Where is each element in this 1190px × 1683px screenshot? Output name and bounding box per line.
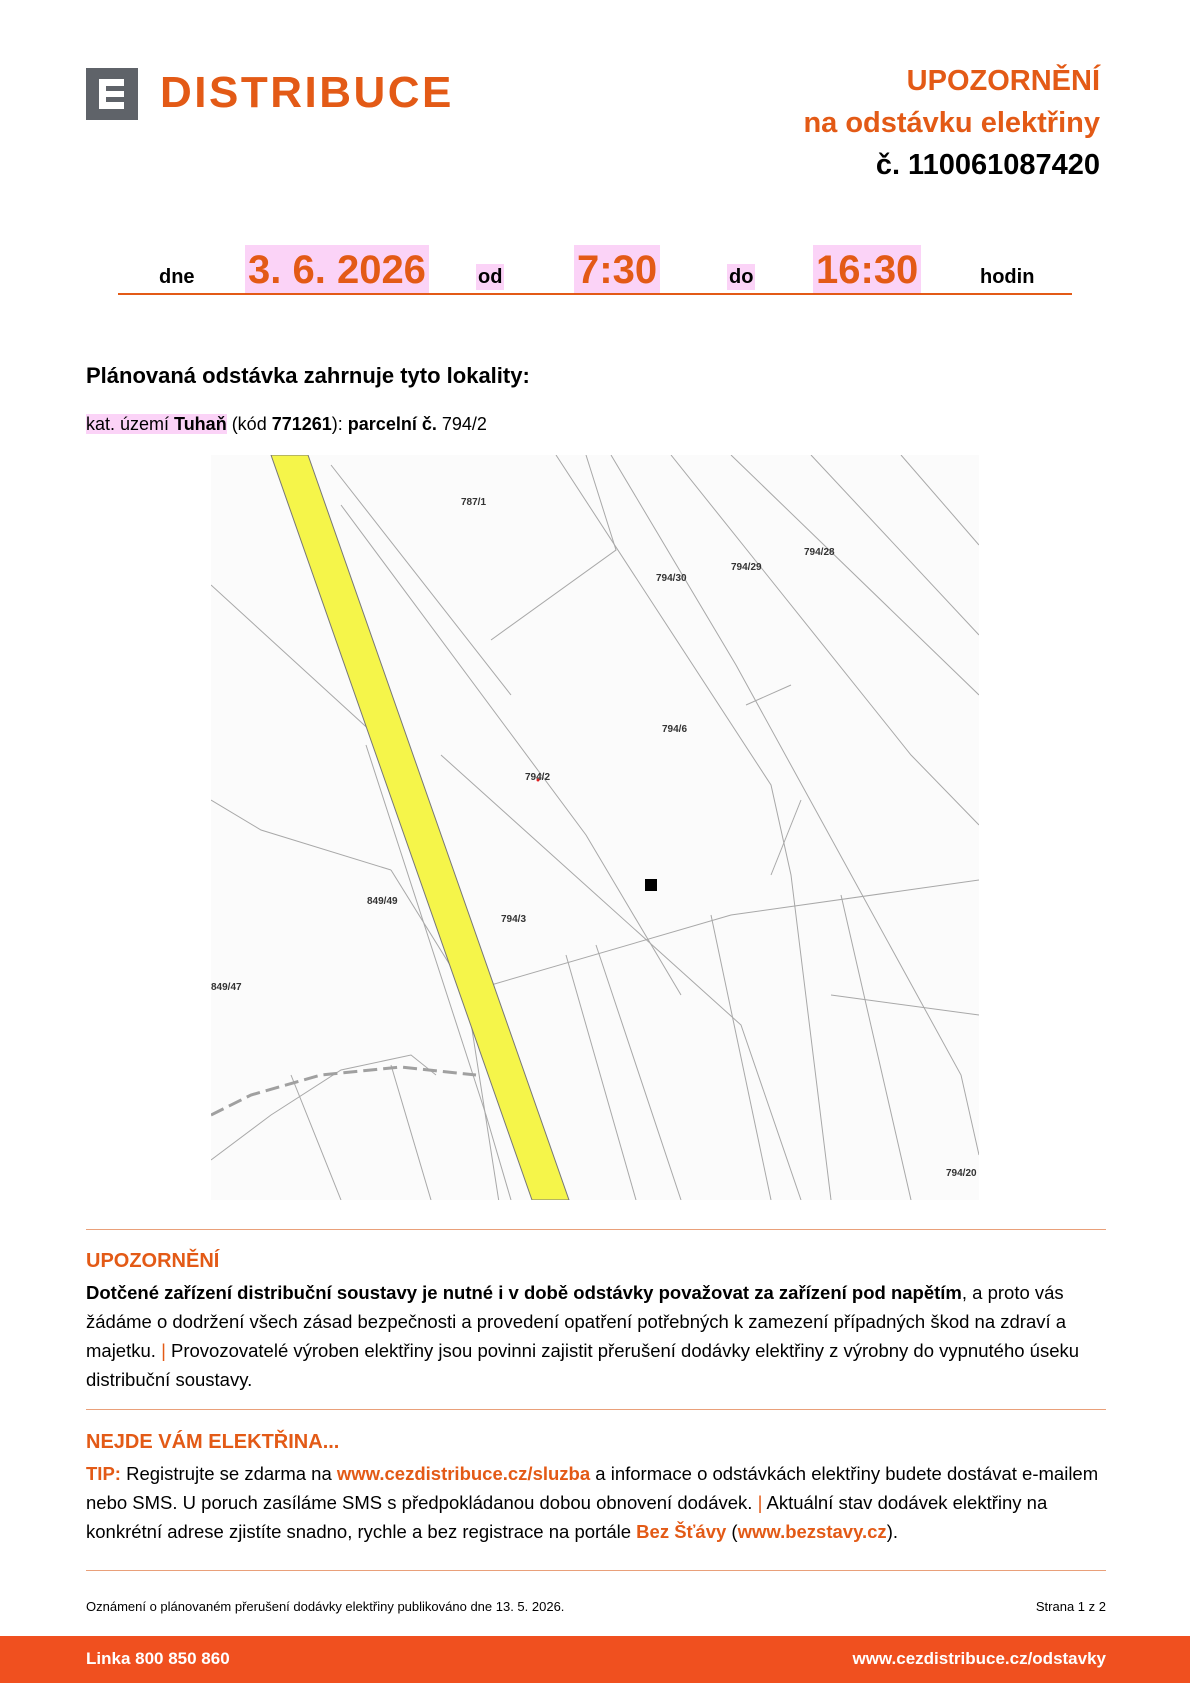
- date-label: dne: [159, 266, 195, 288]
- locality-line: [86, 412, 487, 436]
- outages-link[interactable]: www.cezdistribuce.cz/odstavky: [852, 1649, 1106, 1668]
- locality-area-highlight: [86, 414, 227, 434]
- warning-bold: Dotčené zařízení distribuční soustavy je nutné i v době odstávky považovat za zařízení pod napětím: [86, 1282, 962, 1303]
- hours-label: hodin: [980, 266, 1035, 288]
- portal-name: Bez Šťávy: [636, 1521, 727, 1542]
- parcel-label: parcelní č.: [347, 414, 437, 434]
- warning-title: UPOZORNĚNÍ: [86, 1250, 220, 1272]
- divider: [86, 1409, 1106, 1410]
- map-label: 794/30: [656, 573, 687, 584]
- outage-from-time: 7:30: [574, 245, 660, 295]
- tip-text-part: ).: [886, 1521, 898, 1542]
- map-label: 849/47: [211, 982, 242, 993]
- notice-subtitle: na odstávku elektřiny: [803, 107, 1100, 139]
- date-underline: [118, 293, 1072, 295]
- tip-text-part: Registrujte se zdarma na: [120, 1463, 337, 1484]
- map-label: 794/3: [501, 914, 527, 925]
- locality-area: Tuhaň: [174, 414, 227, 434]
- warning-text-part: Provozovatelé výroben elektřiny jsou povinni zajistit přerušení dodávky elektřiny z výrobny do vypnutého úseku distribuční soustavy.: [86, 1340, 1080, 1390]
- tip-text-part: (: [726, 1521, 738, 1542]
- published-note: Oznámení o plánovaném přerušení dodávky elektřiny publikováno dne 13. 5. 2026.: [86, 1599, 565, 1614]
- from-label: od: [478, 266, 503, 288]
- outage-date: 3. 6. 2026: [245, 245, 429, 295]
- map-label: 794/6: [662, 724, 688, 735]
- brand-name: DISTRIBUCE: [160, 68, 454, 117]
- map-label: 794/2: [525, 772, 551, 783]
- locality-code-suffix: ):: [331, 414, 348, 434]
- map-label: 794/29: [731, 562, 762, 573]
- tip-text-part: a informace o odstávkách elektřiny budete dostávat e-mailem nebo SMS. U poruch zasíláme SMS s předpokládanou dobou obnovení dodávek.: [86, 1463, 1099, 1513]
- notice-number: č. 110061087420: [875, 149, 1100, 181]
- tip-label: TIP:: [86, 1463, 121, 1484]
- separator: |: [757, 1492, 763, 1513]
- to-label: do: [729, 266, 754, 288]
- map-label: 787/1: [461, 497, 487, 508]
- divider: [86, 1570, 1106, 1571]
- locality-code: 771261: [271, 414, 332, 434]
- tip-text: [86, 1459, 1116, 1546]
- bezstavy-link[interactable]: www.bezstavy.cz: [737, 1521, 887, 1542]
- cez-logo-icon: [86, 68, 138, 120]
- tip-title: NEJDE VÁM ELEKTŘINA...: [86, 1431, 340, 1453]
- outage-to-time: 16:30: [813, 245, 921, 295]
- map-label: 849/49: [367, 896, 398, 907]
- locality-code-prefix: (kód: [226, 414, 272, 434]
- separator: |: [161, 1340, 166, 1361]
- registration-link[interactable]: www.cezdistribuce.cz/sluzba: [336, 1463, 591, 1484]
- localities-heading: Plánovaná odstávka zahrnuje tyto lokality:: [86, 363, 530, 388]
- warning-text: [86, 1278, 1116, 1394]
- map-label: 794/20: [946, 1168, 977, 1179]
- map-label: 794/28: [804, 547, 835, 558]
- locality-prefix: kat. území: [86, 414, 175, 434]
- hotline: Linka 800 850 860: [86, 1649, 230, 1668]
- tip-text-part: Aktuální stav dodávek elektřiny na konkrétní adrese zjistíte snadno, rychle a bez registrace na portále: [86, 1492, 1048, 1542]
- warning-text-part: , a proto vás žádáme o dodržení všech zásad bezpečnosti a provedení opatření potřebných k zamezení případných škod na zdraví a majetku.: [86, 1282, 1067, 1361]
- parcel-number: 794/2: [436, 414, 487, 434]
- notice-title: UPOZORNĚNÍ: [906, 65, 1100, 97]
- page-number: Strana 1 z 2: [1035, 1599, 1106, 1614]
- divider: [86, 1229, 1106, 1230]
- cadastral-map: [211, 455, 979, 1200]
